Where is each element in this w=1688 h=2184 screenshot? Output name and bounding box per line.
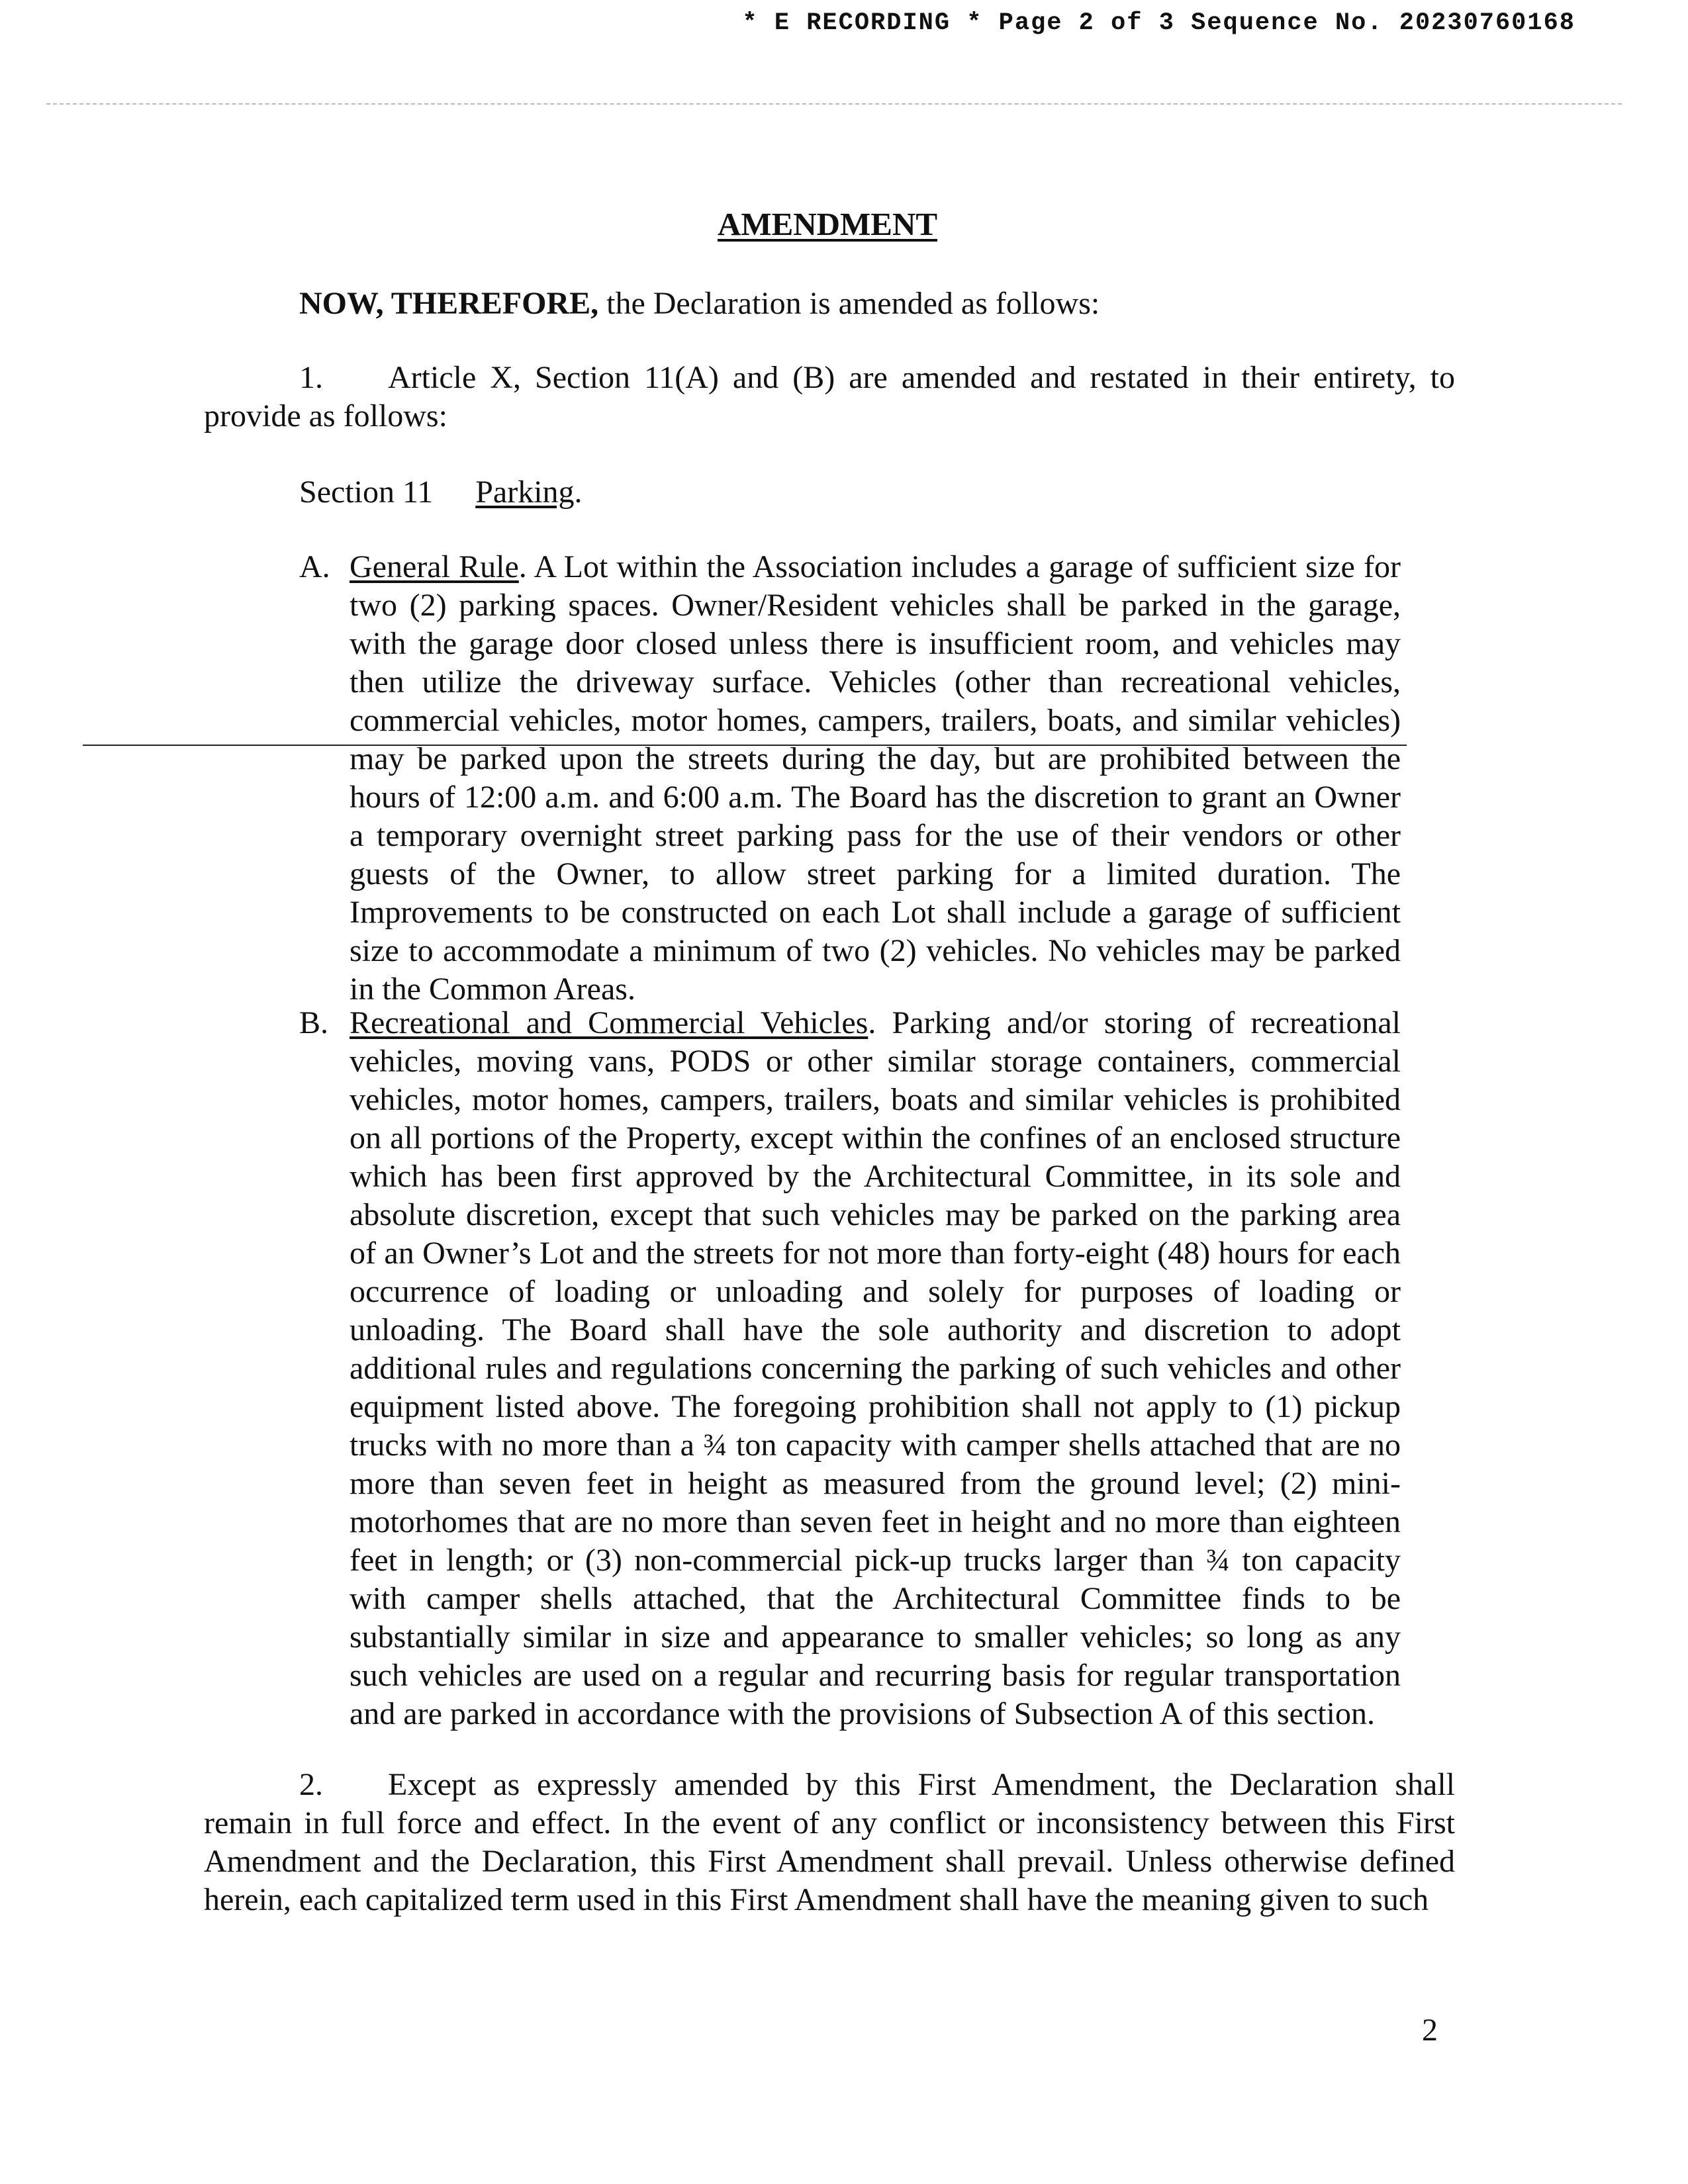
intro-bold-lead: NOW, THEREFORE, xyxy=(299,286,599,321)
intro-text: the Declaration is amended as follows: xyxy=(598,286,1100,321)
subsection-b-body xyxy=(350,1004,1401,1733)
item-2-number: 2. xyxy=(299,1767,323,1802)
intro-paragraph xyxy=(299,285,1100,323)
subsection-a-body xyxy=(350,548,1401,1009)
section-heading xyxy=(299,473,583,512)
subsection-a-heading: General Rule xyxy=(350,549,519,584)
subsection-b-heading: Recreational and Commercial Vehicles xyxy=(350,1005,868,1040)
page-number: 2 xyxy=(1422,2013,1438,2048)
item-1-text: Article X, Section 11(A) and (B) are amended and restated in their entirety, to provide as follows: xyxy=(204,360,1455,433)
document-title: AMENDMENT xyxy=(717,206,938,242)
recording-stamp: * E RECORDING * Page 2 of 3 Sequence No. 20230760168 xyxy=(742,9,1575,37)
subsection-b-text: . Parking and/or storing of recreational vehicles, moving vans, PODS or other similar storage containers, commercial vehicles, motor homes, campers, trailers, boats and similar vehicles is prohibited on all portions of the Property, except within the confines of an enclosed structure which has been first approved by the Architectural Committee, in its sole and absolute discretion, except that such vehicles may be parked on the parking area of an Owner’s Lot and the streets for not more than forty-eight (48) hours for each occurrence of loading or unloading and solely for purposes of loading or unloading. The Board shall have the sole authority and discretion to adopt additional rules and regulations concerning the parking of such vehicles and other equipment listed above. The foregoing prohibition shall not apply to (1) pickup trucks with no more than a ¾ ton capacity with camper shells attached that are no more than seven feet in height as measured from the ground level; (2) mini-motorhomes that are no more than seven feet in height and no more than eighteen feet in length; or (3) non-commercial pick-up trucks larger than ¾ ton capacity with camper shells attached, that the Architectural Committee finds to be substantially similar in size and appearance to smaller vehicles; so long as any such vehicles are used on a regular and recurring basis for regular transportation and are parked in accordance with the provisions of Subsection A of this section. xyxy=(350,1005,1401,1731)
subsection-a-letter: A. xyxy=(299,549,330,584)
item-1-paragraph xyxy=(204,359,1455,435)
subsection-b-letter: B. xyxy=(299,1005,329,1040)
subsection-a-text: . A Lot within the Association includes a garage of sufficient size for two (2) parking spaces. Owner/Resident vehicles shall be parked in the garage, with the garage door closed unless there is insufficient room, and vehicles may then utilize the driveway surface. Vehicles (other than recreational vehicles, commercial vehicles, motor homes, campers, trailers, boats, and similar vehicles) may be parked upon the streets during the day, but are prohibited between the hours of 12:00 a.m. and 6:00 a.m. The Board has the discretion to grant an Owner a temporary overnight street parking pass for the use of their vendors or other guests of the Owner, to allow street parking for a limited duration. The Improvements to be constructed on each Lot shall include a garage of sufficient size to accommodate a minimum of two (2) vehicles. No vehicles may be parked in the Common Areas. xyxy=(350,549,1401,1007)
scan-divider xyxy=(46,103,1622,105)
section-title: Parking xyxy=(475,475,575,510)
subsection-b xyxy=(299,1004,1401,1733)
item-2-text: Except as expressly amended by this First Amendment, the Declaration shall remain in full force and effect. In the event of any conflict or inconsistency between this First Amendment and the Declaration, this First Amendment shall prevail. Unless otherwise defined herein, each capitalized term used in this First Amendment shall have the meaning given to such xyxy=(204,1767,1455,1917)
scan-artifact-line xyxy=(83,745,1407,746)
section-title-suffix: . xyxy=(574,475,583,510)
item-1-number: 1. xyxy=(299,360,323,395)
section-label: Section 11 xyxy=(299,475,434,510)
subsection-a xyxy=(299,548,1401,1009)
item-2-paragraph xyxy=(204,1766,1455,1919)
